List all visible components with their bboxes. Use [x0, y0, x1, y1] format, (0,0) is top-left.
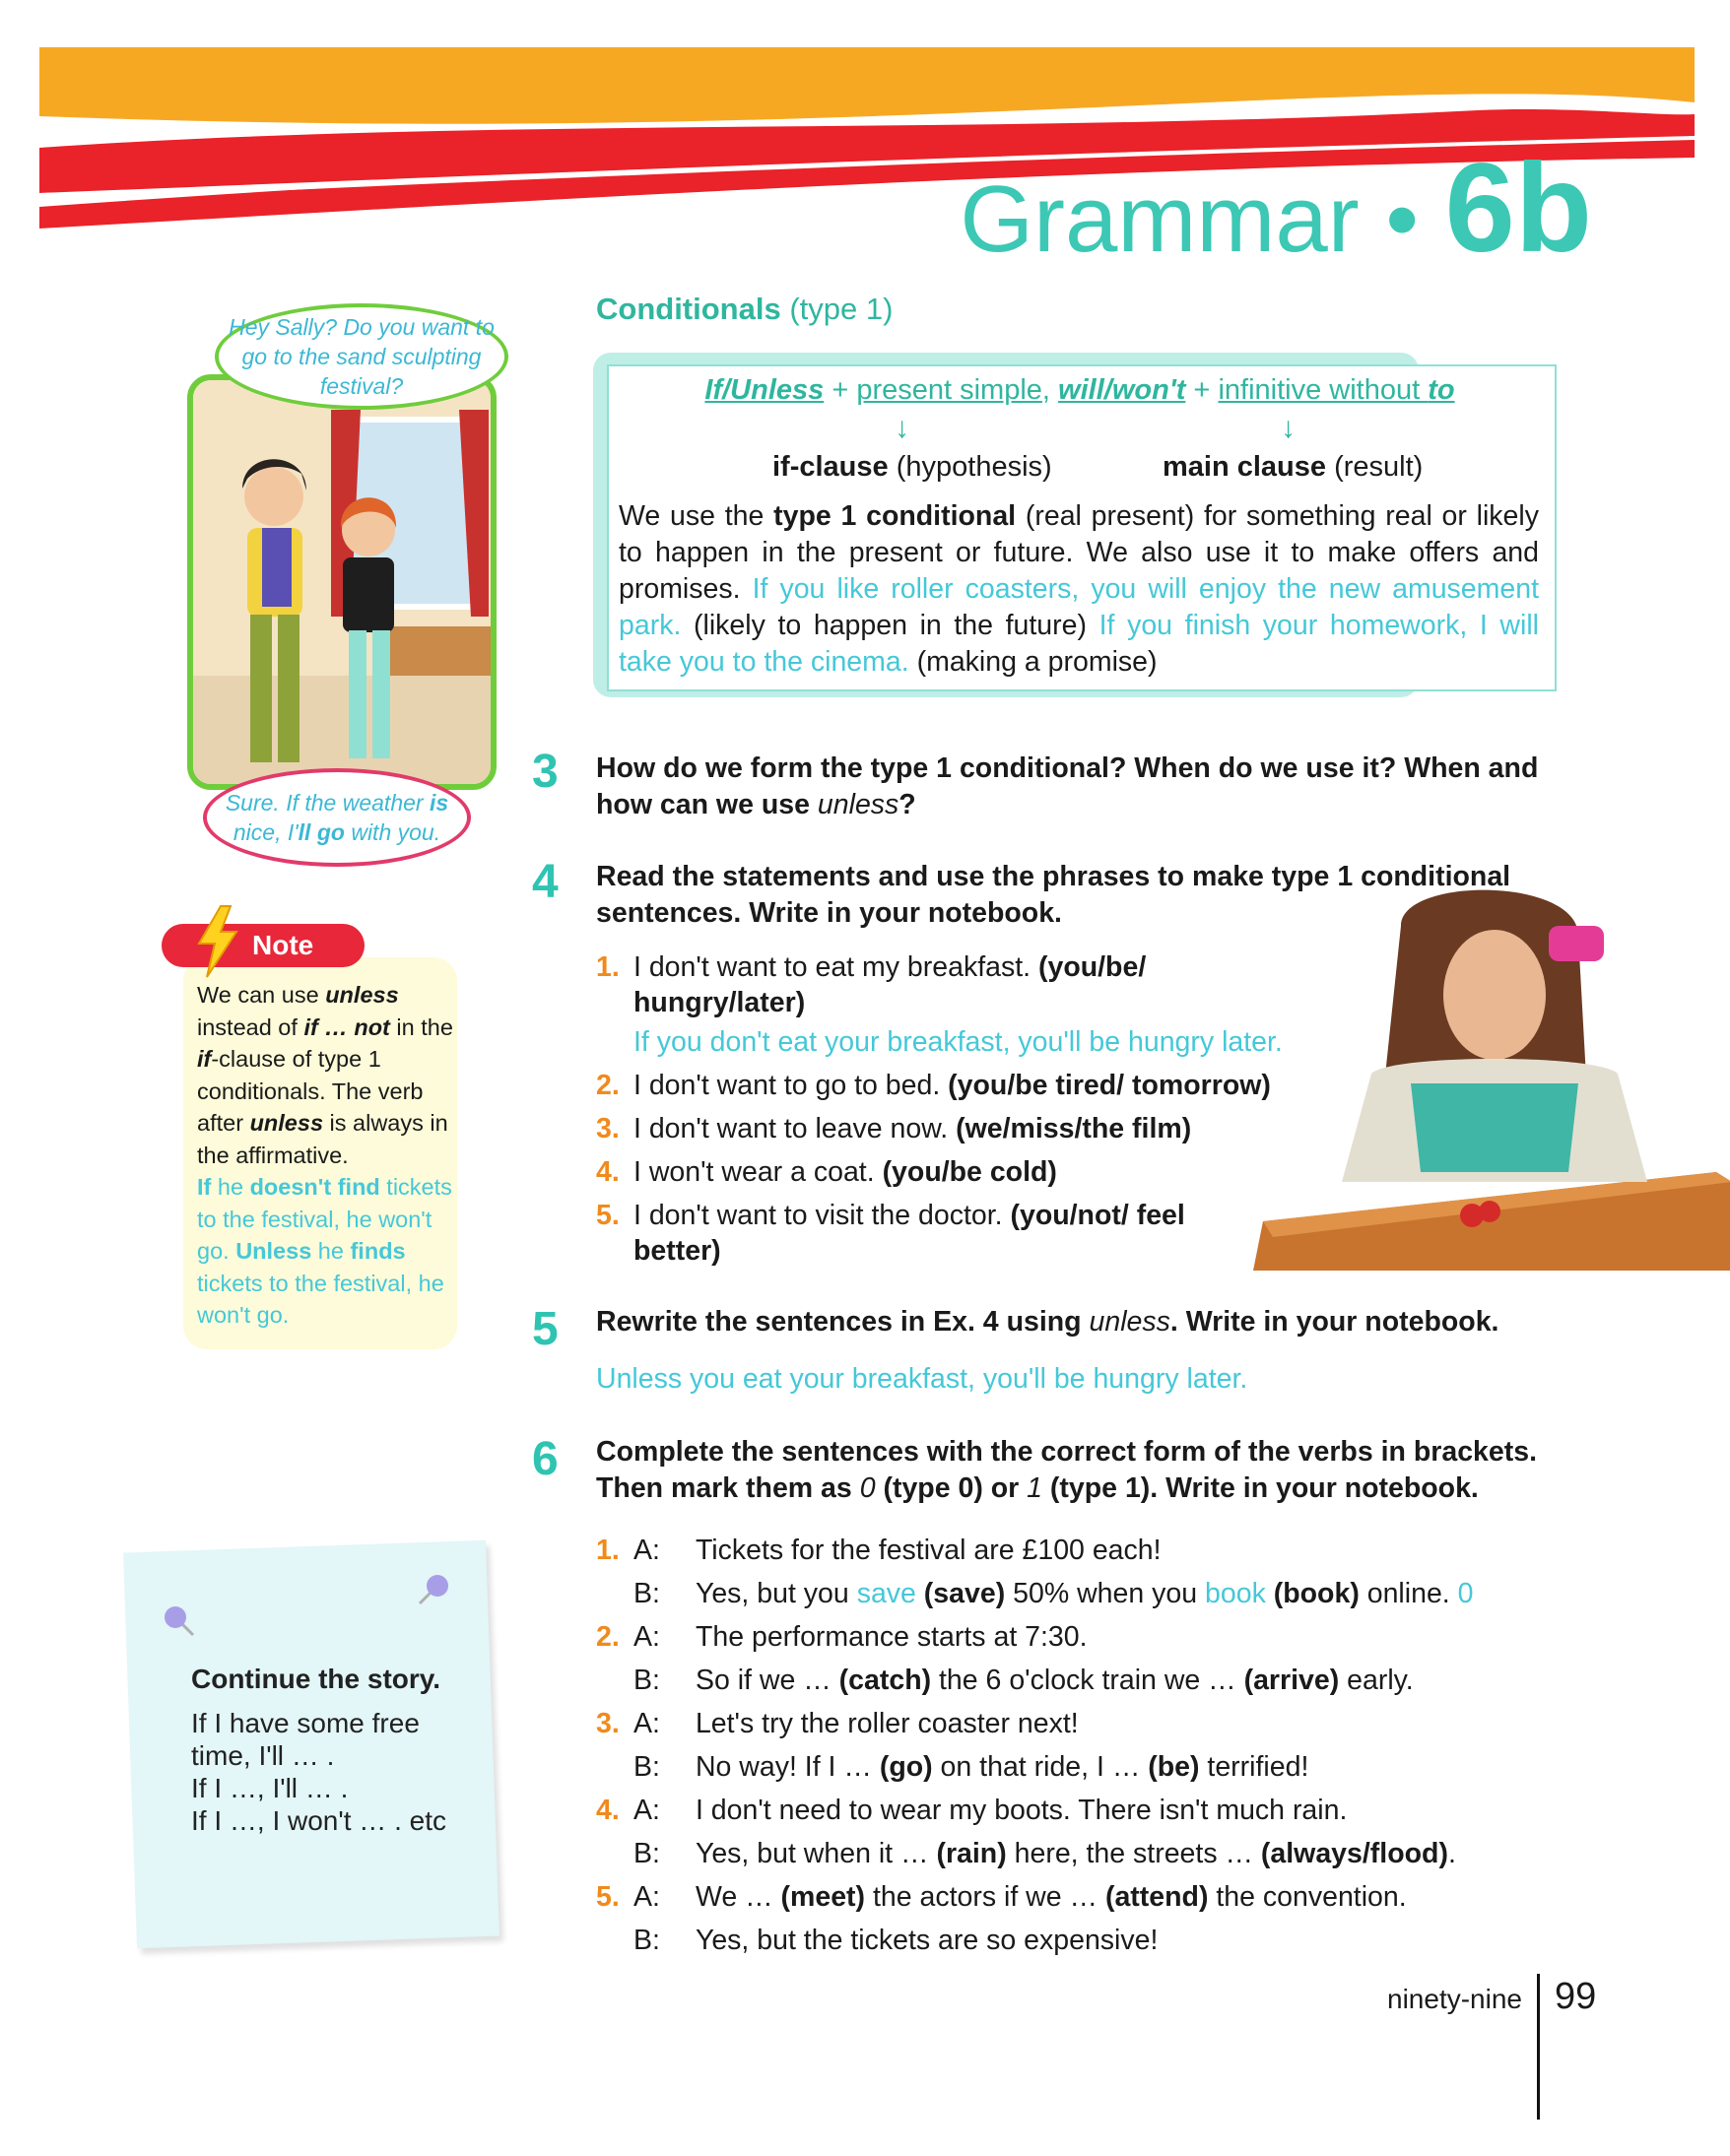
section-title: Conditionals (type 1): [596, 292, 894, 326]
exercise-instruction: Rewrite the sentences in Ex. 4 using unless. Write in your notebook.: [596, 1306, 1499, 1338]
dialogue-line: B: So if we … (catch) the 6 o'clock train we … (arrive) early.: [633, 1665, 1414, 1696]
page-number: 99: [1555, 1976, 1597, 2017]
girl-photo: [1253, 886, 1730, 1271]
footer-divider: [1537, 1974, 1540, 2120]
list-item: 5. I don't want to visit the doctor. (you/not/ feel better): [596, 1200, 1185, 1267]
rule-explanation: We use the type 1 conditional (real present) for something real or likely to happen in the present or future. We also use it to make offers and promises. If you like roller coasters, you will enjoy the new amusement park. (likely to happen in the future) If you finish your homework, I will take you to the cinema. (making a promise): [619, 500, 1539, 678]
note-text: We can use unless instead of if … not in the if-clause of type 1 conditionals. The verb after unless is always in the affirmative. If he doesn't find tickets to the festival, he won't go. Unless he finds tickets to the festival, he won't go.: [197, 982, 453, 1328]
exercise-number: 4: [532, 856, 559, 908]
exercise-instruction: How do we form the type 1 conditional? When do we use it? When and how can we use unless?: [596, 752, 1539, 820]
exercise-instruction: Read the statements and use the phrases to make type 1 conditional sentences. Write in your notebook.: [596, 861, 1511, 929]
sticky-note-text: Continue the story. If I have some free time, I'll … . If I …, I'll … . If I …, I won't … . etc: [191, 1664, 446, 1836]
down-arrow-icon: ↓: [1281, 412, 1296, 444]
dialogue-line: B: Yes, but you save (save) 50% when you book (book) online. 0: [633, 1578, 1474, 1609]
exercise-number: 6: [532, 1433, 559, 1485]
dialogue-line: 5. A: We … (meet) the actors if we … (attend) the convention.: [596, 1881, 1407, 1913]
example-answer: If you don't eat your breakfast, you'll be hungry later.: [633, 1026, 1283, 1058]
pin-icon: [412, 1572, 451, 1611]
dialogue-line: B: No way! If I … (go) on that ride, I … (be) terrified!: [633, 1751, 1309, 1783]
dialogue-line: B: Yes, but the tickets are so expensive!: [633, 1925, 1159, 1956]
list-item: 1. I don't want to eat my breakfast. (you/be/ hungry/later): [596, 951, 1147, 1018]
main-clause-label: main clause (result): [1163, 451, 1424, 483]
speech-bubble-girl: Sure. If the weather is nice, I'll go with you.: [203, 768, 471, 867]
list-item: 4. I won't wear a coat. (you/be cold): [596, 1156, 1057, 1188]
conditional-formula: If/Unless + present simple, will/won't + infinitive without to: [704, 374, 1455, 406]
comic-illustration: [187, 374, 497, 790]
speech-bubble-boy: Hey Sally? Do you want to go to the sand sculpting festival?: [215, 303, 508, 410]
lightning-icon: [193, 904, 242, 979]
page-number-word: ninety-nine: [1387, 1984, 1522, 2014]
comic-scene: [193, 380, 491, 784]
dialogue-line: 2. A: The performance starts at 7:30.: [596, 1621, 1088, 1653]
list-item: 3. I don't want to leave now. (we/miss/the film): [596, 1113, 1192, 1144]
dialogue-line: 3. A: Let's try the roller coaster next!: [596, 1708, 1079, 1739]
dialogue-line: 1. A: Tickets for the festival are £100 each!: [596, 1535, 1162, 1566]
page-title: Grammar • 6b: [960, 138, 1592, 279]
exercise-number: 3: [532, 746, 559, 798]
exercise-instruction: Complete the sentences with the correct form of the verbs in brackets. Then mark them as 0 (type 0) or 1 (type 1). Write in your notebook.: [596, 1436, 1538, 1504]
example-answer: Unless you eat your breakfast, you'll be hungry later.: [596, 1363, 1248, 1395]
down-arrow-icon: ↓: [895, 412, 909, 444]
exercise-number: 5: [532, 1303, 559, 1355]
if-clause-label: if-clause (hypothesis): [772, 451, 1052, 483]
dialogue-line: B: Yes, but when it … (rain) here, the streets … (always/flood).: [633, 1838, 1456, 1869]
dialogue-line: 4. A: I don't need to wear my boots. There isn't much rain.: [596, 1795, 1348, 1826]
note-label: Note: [162, 924, 365, 967]
list-item: 2. I don't want to go to bed. (you/be tired/ tomorrow): [596, 1070, 1271, 1101]
pin-icon: [162, 1603, 201, 1643]
